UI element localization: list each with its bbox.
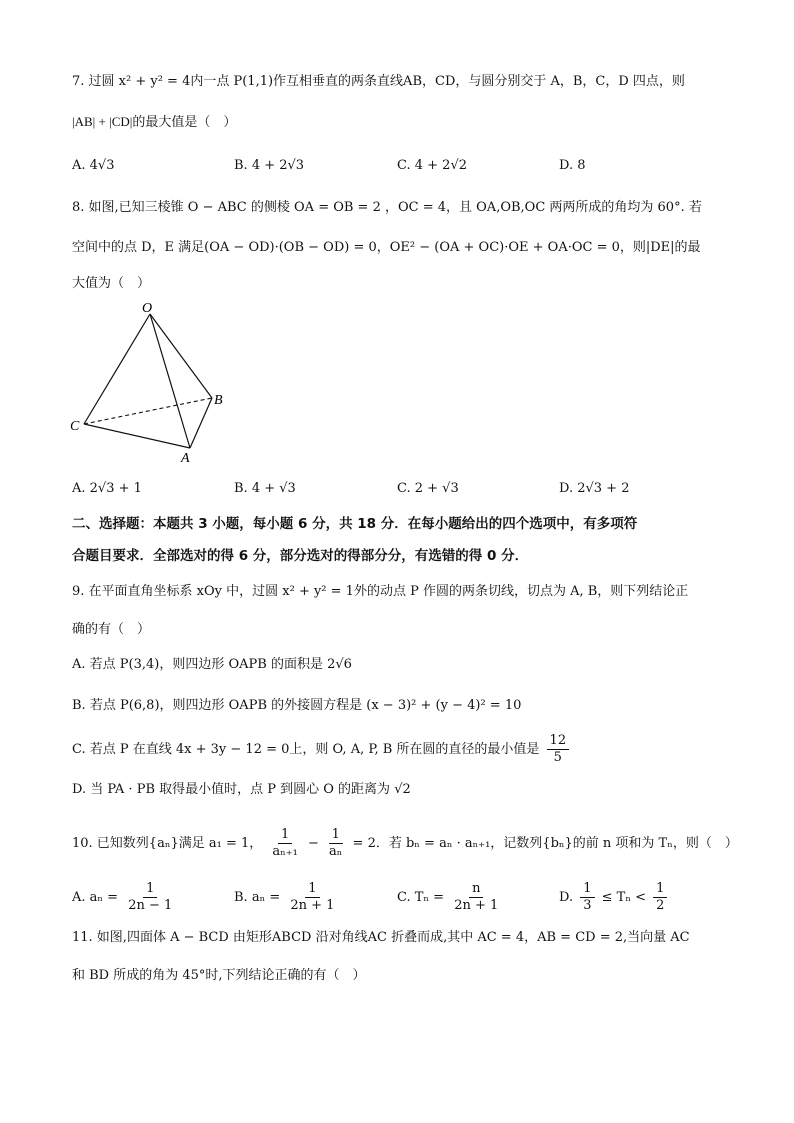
q10-option-b[interactable] (234, 878, 340, 918)
q9-stem-line1: 9. 在平面直角坐标系 xOy 中，过圆 x² + y² = 1外的动点 P 作圆的两条切线，切点为 A, B，则下列结论正 (72, 584, 689, 599)
fraction-denominator: 2n + 1 (290, 898, 335, 913)
fraction-numerator: 1 (143, 881, 157, 898)
q10-fraction-1 (269, 827, 300, 860)
q10-stem-post: = 2．若 bₙ = aₙ · aₙ₊₁，记数列{bₙ}的前 n 项和为 Tₙ，则（ ） (352, 836, 738, 851)
edge-ab (190, 398, 212, 448)
q9-option-d[interactable]: D. 当 PA · PB 取得最小值时，点 P 到圆心 O 的距离为 √2 (72, 782, 411, 797)
option-fraction (125, 881, 175, 914)
label-o: O (142, 301, 153, 316)
fraction-denominator: aₙ₊₁ (272, 844, 298, 859)
option-fraction (580, 881, 594, 914)
fraction-denominator: aₙ (329, 844, 343, 859)
q9-option-a[interactable]: A. 若点 P(3,4)，则四边形 OAPB 的面积是 2√6 (72, 657, 352, 672)
q9-option-c-text: C. 若点 P 在直线 4x + 3y − 12 = 0上，则 O, A, P, B 所在圆的直径的最小值是 (72, 742, 540, 757)
q8-stem-line2: 空间中的点 D，E 满足(OA − OD)·(OB − OD) = 0，OE² − (OA + OC)·OE + OA·OC = 0，则|DE|的最 (72, 240, 701, 255)
q10-minus: − (307, 836, 319, 851)
edge-oc (84, 314, 150, 424)
fraction-numerator: 1 (329, 827, 343, 844)
q7-option-c[interactable]: C. 4 + 2√2 (397, 158, 468, 173)
option-label: B. aₙ = (234, 890, 281, 905)
q9-stem-line2: 确的有（ ） (72, 622, 151, 637)
q9-option-c-fraction (547, 733, 570, 766)
q11-stem-line1: 11. 如图,四面体 A − BCD 由矩形ABCD 沿对角线AC 折叠而成,其中 AC = 4，AB = CD = 2,当向量 AC (72, 930, 690, 945)
edge-ob (150, 314, 212, 398)
option-fraction (653, 881, 667, 914)
q8-options (72, 478, 732, 500)
q10-stem (72, 824, 738, 864)
fraction-numerator: 1 (580, 881, 594, 898)
label-a: A (181, 451, 190, 466)
option-fraction (451, 881, 501, 914)
label-c: C (70, 419, 80, 434)
q8-stem-line1: 8. 如图,已知三棱锥 O − ABC 的侧棱 OA = OB = 2 ，OC = 4，且 OA,OB,OC 两两所成的角均为 60°. 若 (72, 200, 702, 215)
q9-option-b[interactable]: B. 若点 P(6,8)，则四边形 OAPB 的外接圆方程是 (x − 3)² + (y − 4)² = 10 (72, 698, 522, 713)
option-label: A. aₙ = (72, 890, 119, 905)
q10-option-a[interactable] (72, 878, 178, 918)
q10-options (72, 878, 732, 918)
tetrahedron-figure (66, 300, 236, 470)
option-fraction (287, 881, 337, 914)
fraction-numerator: 1 (278, 827, 292, 844)
fraction-numerator: 12 (547, 733, 570, 750)
fraction-denominator: 2n − 1 (128, 898, 173, 913)
q8-option-c[interactable]: C. 2 + √3 (397, 481, 459, 496)
edge-cb-hidden (84, 398, 212, 424)
q9-option-c[interactable] (72, 730, 572, 770)
section2-heading-line2: 合题目要求．全部选对的得 6 分，部分选对的得部分分，有选错的得 0 分． (72, 548, 529, 564)
q7-options (72, 155, 732, 177)
q11-stem-line2: 和 BD 所成的角为 45°时,下列结论正确的有（ ） (72, 968, 366, 983)
fraction-denominator: 2n + 1 (454, 898, 499, 913)
section2-heading-line1: 二、选择题：本题共 3 小题，每小题 6 分，共 18 分．在每小题给出的四个选项中，有多项符 (72, 516, 638, 532)
fraction-numerator: 1 (305, 881, 319, 898)
q7-option-d[interactable]: D. 8 (559, 158, 586, 173)
edge-oa (150, 314, 190, 448)
label-b: B (214, 393, 223, 408)
fraction-numerator: n (469, 881, 483, 898)
q8-stem-line3: 大值为（ ） (72, 276, 151, 291)
q10-fraction-2 (326, 827, 345, 860)
fraction-numerator: 1 (653, 881, 667, 898)
option-inequality: ≤ Tₙ < (601, 890, 647, 905)
q7-option-a[interactable]: A. 4√3 (72, 158, 115, 173)
fraction-denominator: 2 (656, 898, 665, 913)
q8-option-a[interactable]: A. 2√3 + 1 (72, 481, 142, 496)
fraction-denominator: 5 (553, 750, 562, 765)
edge-ca (84, 424, 190, 448)
q7-stem-line1: 7. 过圆 x² + y² = 4内一点 P(1,1)作互相垂直的两条直线AB，CD，与圆分别交于 A，B，C，D 四点，则 (72, 74, 685, 89)
q8-option-b[interactable]: B. 4 + √3 (234, 481, 296, 496)
q10-option-d[interactable] (559, 878, 670, 918)
q10-stem-pre: 10. 已知数列{aₙ}满足 a₁ = 1， (72, 836, 263, 851)
option-label: C. Tₙ = (397, 890, 445, 905)
fraction-denominator: 3 (583, 898, 592, 913)
q10-option-c[interactable] (397, 878, 504, 918)
q7-option-b[interactable]: B. 4 + 2√3 (234, 158, 305, 173)
q8-option-d[interactable]: D. 2√3 + 2 (559, 481, 630, 496)
option-label: D. (559, 890, 574, 905)
q7-stem-line2: |AB| + |CD|的最大值是（ ） (72, 114, 237, 129)
